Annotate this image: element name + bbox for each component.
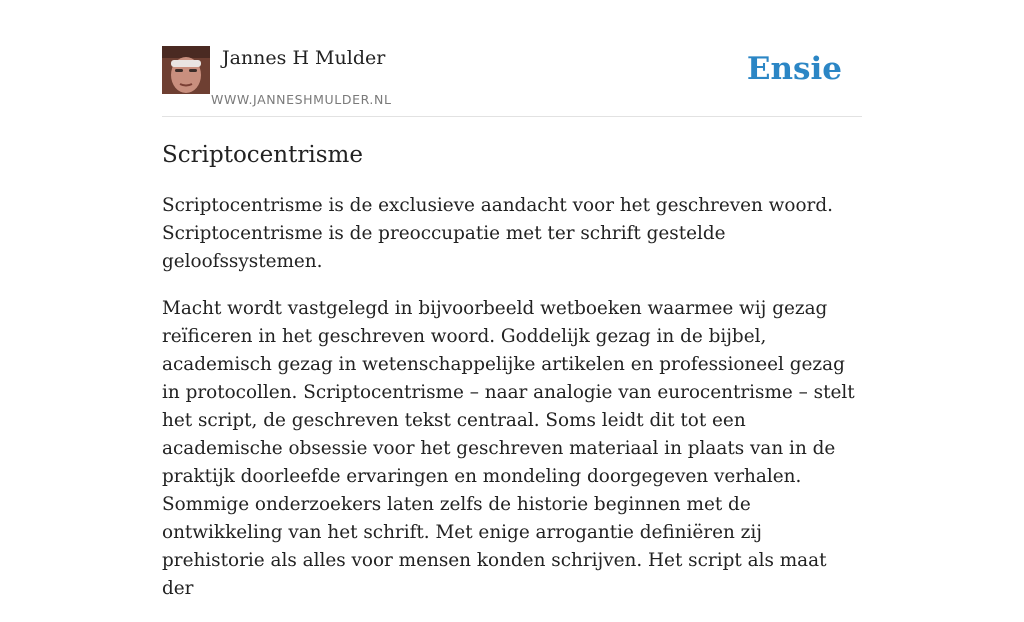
article-body	[162, 192, 862, 622]
article-paragraph: Macht wordt vastgelegd in bijvoorbeeld wetboeken waarmee wij gezag reïficeren in het geschreven woord. Goddelijk gezag in de bijbel, academisch gezag in wetenschappelijke artikelen en professioneel gezag in protocollen. Scriptocentrisme – naar analogie van eurocentrisme – stelt het script, de geschreven tekst centraal. Soms leidt dit tot een academische obsessie voor het geschreven materiaal in plaats van in de praktijk doorleefde ervaringen en mondeling doorgegeven verhalen. Sommige onderzoekers laten zelfs de historie beginnen met de ontwikkeling van het schrift. Met enige arrogantie definiëren zij prehistorie als alles voor mensen konden schrijven. Het script als maat der	[162, 298, 855, 599]
author-website-link[interactable]: WWW.JANNESHMULDER.NL	[211, 92, 392, 107]
article-title: Scriptocentrisme	[162, 142, 363, 168]
author-name[interactable]: Jannes H Mulder	[222, 47, 386, 69]
author-header	[162, 46, 862, 117]
ensie-logo[interactable]: Ensie	[746, 51, 842, 87]
article-paragraph: Scriptocentrisme is de exclusieve aandacht voor het geschreven woord. Scriptocentrisme is de preoccupatie met ter schrift gestelde geloofssystemen.	[162, 195, 833, 272]
author-avatar[interactable]	[162, 46, 210, 94]
avatar-image	[162, 46, 210, 94]
